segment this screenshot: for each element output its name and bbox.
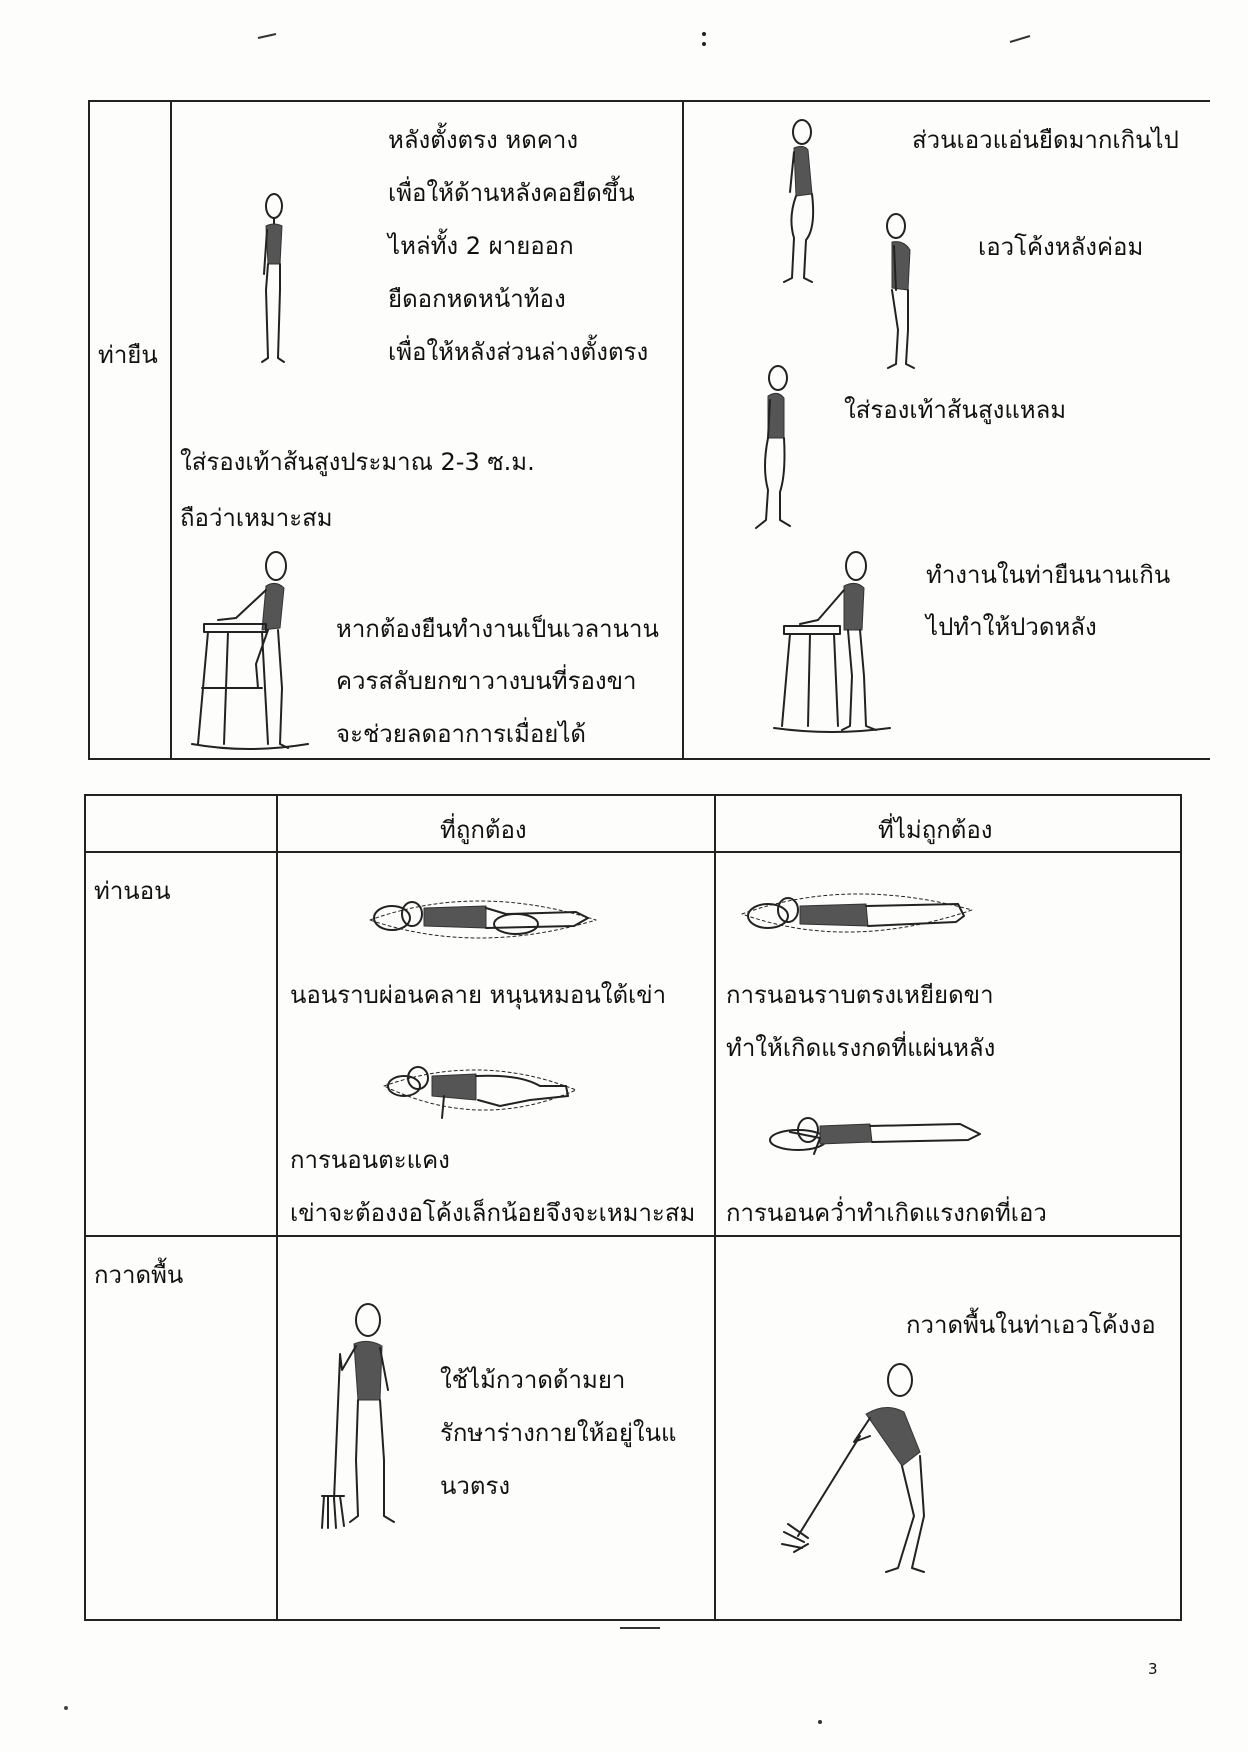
bad-long-stand-line: ไปทำให้ปวดหลัง <box>926 613 1097 641</box>
sleep-good-2-line: การนอนตะแคง <box>290 1146 450 1174</box>
sweep-good-line: นวตรง <box>440 1472 511 1500</box>
page-number: 3 <box>1148 1660 1158 1678</box>
sleep-bad-1-line: การนอนราบตรงเหยียดขา <box>726 981 994 1009</box>
long-stand-line: ควรสลับยกขาวางบนที่รองขา <box>336 667 637 695</box>
bad-long-stand-line: ทำงานในท่ายืนนานเกิน <box>926 561 1171 589</box>
good-posture-line: ไหล่ทั้ง 2 ผายออก <box>388 232 574 260</box>
good-posture-line: ยืดอกหดหน้าท้อง <box>388 285 566 313</box>
header-incorrect: ที่ไม่ถูกต้อง <box>878 816 993 844</box>
sleep-bad-1-line: ทำให้เกิดแรงกดที่แผ่นหลัง <box>726 1034 996 1062</box>
sleep-good-2-line: เข่าจะต้องงอโค้งเล็กน้อยจึงจะเหมาะสม <box>290 1199 696 1227</box>
header-correct: ที่ถูกต้อง <box>440 816 527 844</box>
sweep-bad-text: กวาดพื้นในท่าเอวโค้งงอ <box>906 1311 1156 1339</box>
bad-heels-text: ใส่รองเท้าส้นสูงแหลม <box>844 396 1067 424</box>
bad-waist-text: ส่วนเอวแอ่นยืดมากเกินไป <box>912 126 1179 154</box>
sleep-bad-2-text: การนอนคว่ำทำเกิดแรงกดที่เอว <box>726 1199 1047 1227</box>
heel-advice-line: ถือว่าเหมาะสม <box>180 504 333 532</box>
sleep-good-1-text: นอนราบผ่อนคลาย หนุนหมอนใต้เข่า <box>290 981 667 1009</box>
good-posture-line: หลังตั้งตรง หดคาง <box>388 126 579 154</box>
sweeping-row-label: กวาดพื้น <box>94 1261 184 1289</box>
sweep-good-line: รักษาร่างกายให้อยู่ในแ <box>440 1419 677 1447</box>
good-posture-line: เพื่อให้ด้านหลังคอยืดขึ้น <box>388 179 635 207</box>
heel-advice-line: ใส่รองเท้าส้นสูงประมาณ 2-3 ซ.ม. <box>180 448 535 476</box>
good-posture-line: เพื่อให้หลังส่วนล่างตั้งตรง <box>388 338 649 366</box>
long-stand-line: หากต้องยืนทำงานเป็นเวลานาน <box>336 615 659 643</box>
bad-hunch-text: เอวโค้งหลังค่อม <box>978 233 1144 261</box>
sweep-good-line: ใช้ไม้กวาดด้ามยา <box>440 1366 626 1394</box>
sleeping-row-label: ท่านอน <box>94 877 171 905</box>
long-stand-line: จะช่วยลดอาการเมื่อยได้ <box>336 720 587 748</box>
standing-row-label: ท่ายืน <box>98 341 158 369</box>
